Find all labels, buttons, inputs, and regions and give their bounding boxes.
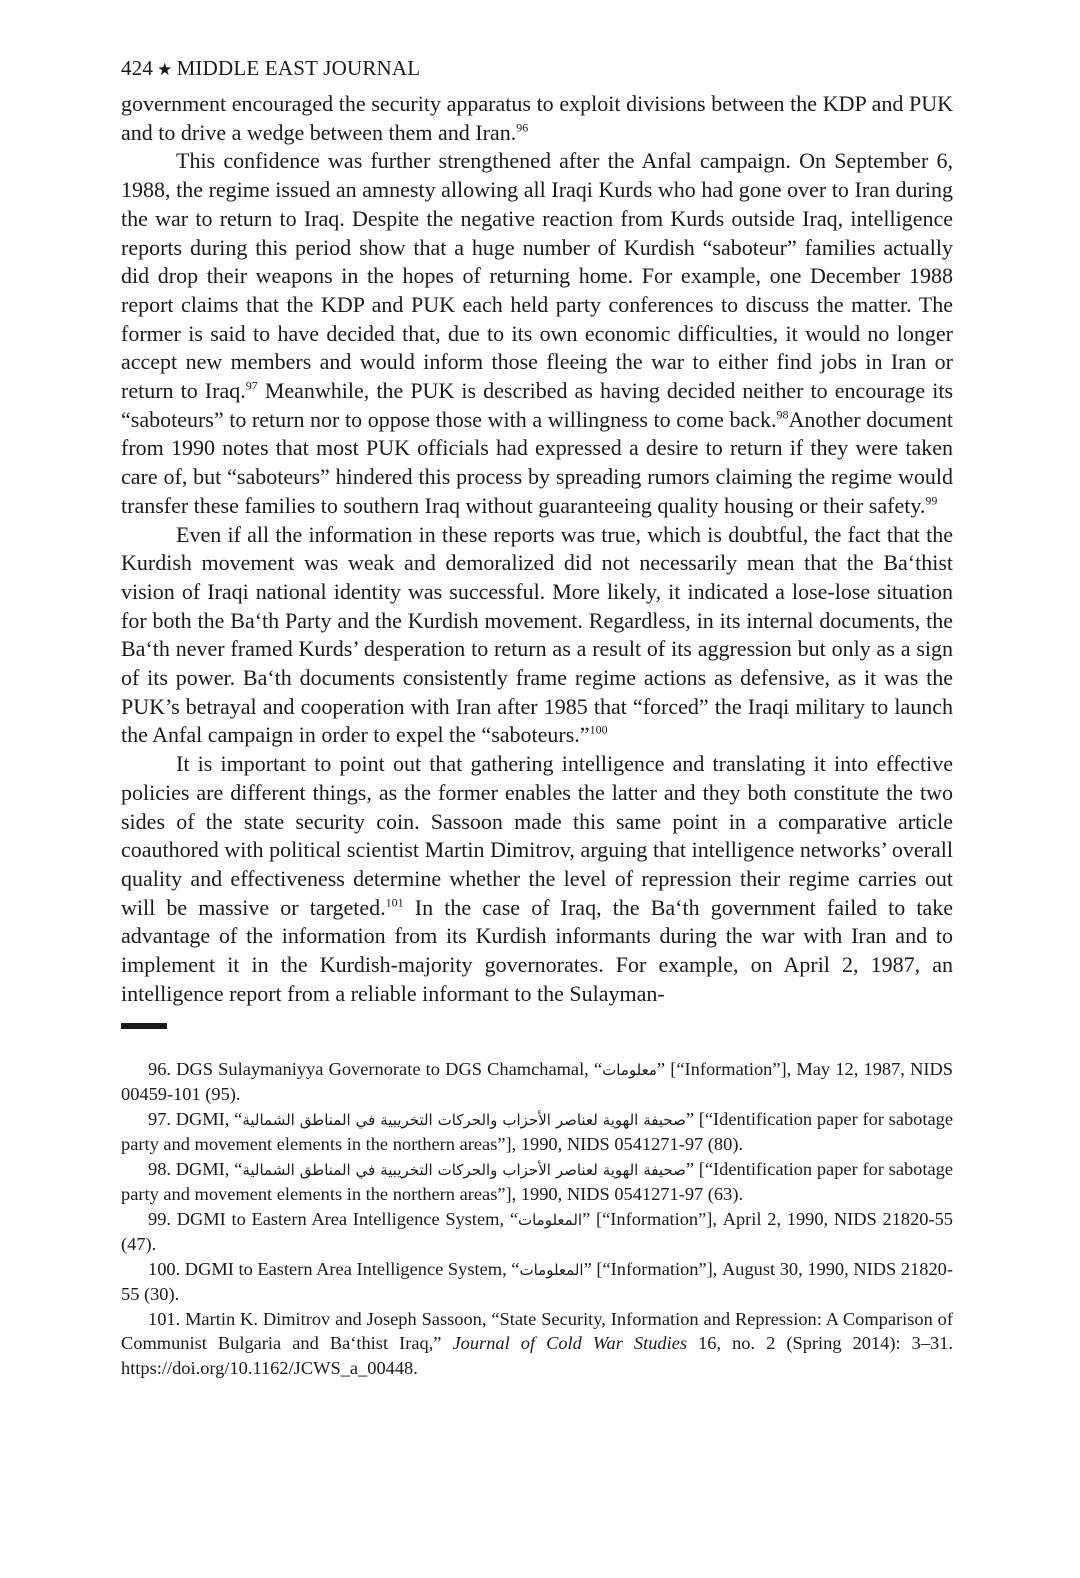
arabic-title: المعلومات [517, 1210, 583, 1229]
footnote-98 [121, 1157, 953, 1207]
paragraph-1 [121, 90, 953, 147]
footnote-text: ” [“Information”], May 12, 1987, NIDS 00459-101 (95). [121, 1058, 953, 1104]
paragraph-text: This confidence was further strengthened after the Anfal campaign. On September 6, 1988, the regime issued an amnesty allowing all Iraqi Kurds who had gone over to Iran during the war to return to Iraq. Despite the negative reaction from Kurds outside Iraq, intelligence reports during this period show that a huge number of Kurdish “saboteur” families actually did drop their weapons in the hopes of returning home. For example, one December 1988 report claims that the KDP and PUK each held party conferences to discuss the matter. The former is said to have decided that, due to its own economic difficulties, it would no longer accept new members and would inform those fleeing the war to either find jobs in Iran or return to Iraq. [121, 148, 953, 404]
footnote-ref-97[interactable]: 97 [245, 378, 258, 393]
paragraph-text: Meanwhile, the PUK is described as having decided neither to encourage its “saboteurs” to return nor to oppose those with a willingness to come back. [121, 378, 954, 432]
footnote-99 [121, 1207, 953, 1257]
journal-title: MIDDLE EAST JOURNAL [176, 56, 421, 80]
running-head [121, 52, 953, 86]
arabic-title: معلومات [602, 1060, 657, 1079]
arabic-title: صحيفة الهوية لعناصر الأحزاب والحركات التخريبية في المناطق الشمالية [242, 1110, 686, 1129]
footnote-text: 96. DGS Sulaymaniyya Governorate to DGS Chamchamal, “ [148, 1058, 603, 1079]
paragraph-3 [121, 521, 953, 751]
footnote-101 [121, 1307, 953, 1381]
paragraph-text: It is important to point out that gathering intelligence and translating it into effective policies are different things, as the former enables the latter and they both constitute the two sides of the state security coin. Sassoon made this same point in a comparative article coauthored with political scientist Martin Dimitrov, arguing that intelligence networks’ overall quality and effectiveness determine whether the level of repression their regime carries out will be massive or targeted. [121, 751, 953, 920]
footnotes [121, 1057, 953, 1381]
footnote-text: ” [“Information”], August 30, 1990, NIDS 21820-55 (30). [121, 1258, 953, 1304]
footnote-text: ” [“Identification paper for sabotage party and movement elements in the northern areas”], 1990, NIDS 0541271-97 (63). [121, 1158, 954, 1204]
paragraph-text: government encouraged the security apparatus to exploit divisions between the KDP and PUK and to drive a wedge between them and Iran. [121, 91, 953, 145]
paragraph-text: In the case of Iraq, the Ba‘th government failed to take advantage of the information from its Kurdish informants during the war with Iran and to implement it in the Kurdish-majority governorates. For example, on April 2, 1987, an intelligence report from a reliable informant to the Sulayman- [121, 894, 953, 1006]
footnote-text: 99. DGMI to Eastern Area Intelligence System, “ [148, 1208, 518, 1229]
footnote-100 [121, 1257, 953, 1307]
arabic-title: المعلومات [519, 1260, 584, 1279]
footnote-ref-98[interactable]: 98 [776, 407, 789, 422]
footnote-divider [121, 1023, 167, 1029]
star-icon: ★ [157, 60, 173, 79]
paragraph-text: Another document from 1990 notes that most PUK officials had expressed a desire to return if they were taken care of, but “saboteurs” hindered this process by spreading rumors claiming the regime would transfer these families to southern Iraq without guaranteeing quality housing or their safety. [121, 406, 953, 518]
footnote-ref-96[interactable]: 96 [516, 120, 529, 135]
footnote-ref-99[interactable]: 99 [925, 493, 938, 508]
footnote-96 [121, 1057, 953, 1107]
footnote-text: 98. DGMI, “ [148, 1158, 243, 1179]
arabic-title: صحيفة الهوية لعناصر الأحزاب والحركات التخريبية في المناطق الشمالية [242, 1160, 686, 1179]
footnote-text: 97. DGMI, “ [148, 1108, 243, 1129]
footnote-text: 101. Martin K. Dimitrov and Joseph Sassoon, “State Security, Information and Repression: A Comparison of Communist Bulgaria and Ba‘thist Iraq,” [121, 1308, 953, 1353]
footnote-97 [121, 1107, 953, 1157]
footnote-ref-100[interactable]: 100 [589, 723, 608, 738]
journal-name: Journal of Cold War Studies [452, 1333, 688, 1353]
body-text [121, 90, 953, 1009]
footnote-text: ” [“Identification paper for sabotage party and movement elements in the northern areas”], 1990, NIDS 0541271-97 (80). [121, 1108, 954, 1154]
footnote-ref-101[interactable]: 101 [385, 895, 404, 910]
footnote-text: 16, no. 2 (Spring 2014): 3–31. https://doi.org/10.1162/JCWS_a_00448. [121, 1333, 954, 1378]
paragraph-2 [121, 147, 953, 520]
paragraph-4 [121, 750, 953, 1008]
page [121, 52, 953, 1380]
paragraph-text: Even if all the information in these reports was true, which is doubtful, the fact that the Kurdish movement was weak and demoralized did not necessarily mean that the Ba‘thist vision of Iraqi national identity was successful. More likely, it indicated a lose-lose situation for both the Ba‘th Party and the Kurdish movement. Regardless, in its internal documents, the Ba‘th never framed Kurds’ desperation to return as a result of its aggression but only as a sign of its power. Ba‘th documents consistently frame regime actions as defensive, as it was the PUK’s betrayal and cooperation with Iran after 1985 that “forced” the Iraqi military to launch the Anfal campaign in order to expel the “saboteurs.” [121, 521, 953, 748]
footnote-text: 100. DGMI to Eastern Area Intelligence System, “ [148, 1258, 520, 1279]
page-number: 424 [121, 56, 154, 80]
footnote-text: ” [“Information”], April 2, 1990, NIDS 21820-55 (47). [121, 1208, 953, 1254]
